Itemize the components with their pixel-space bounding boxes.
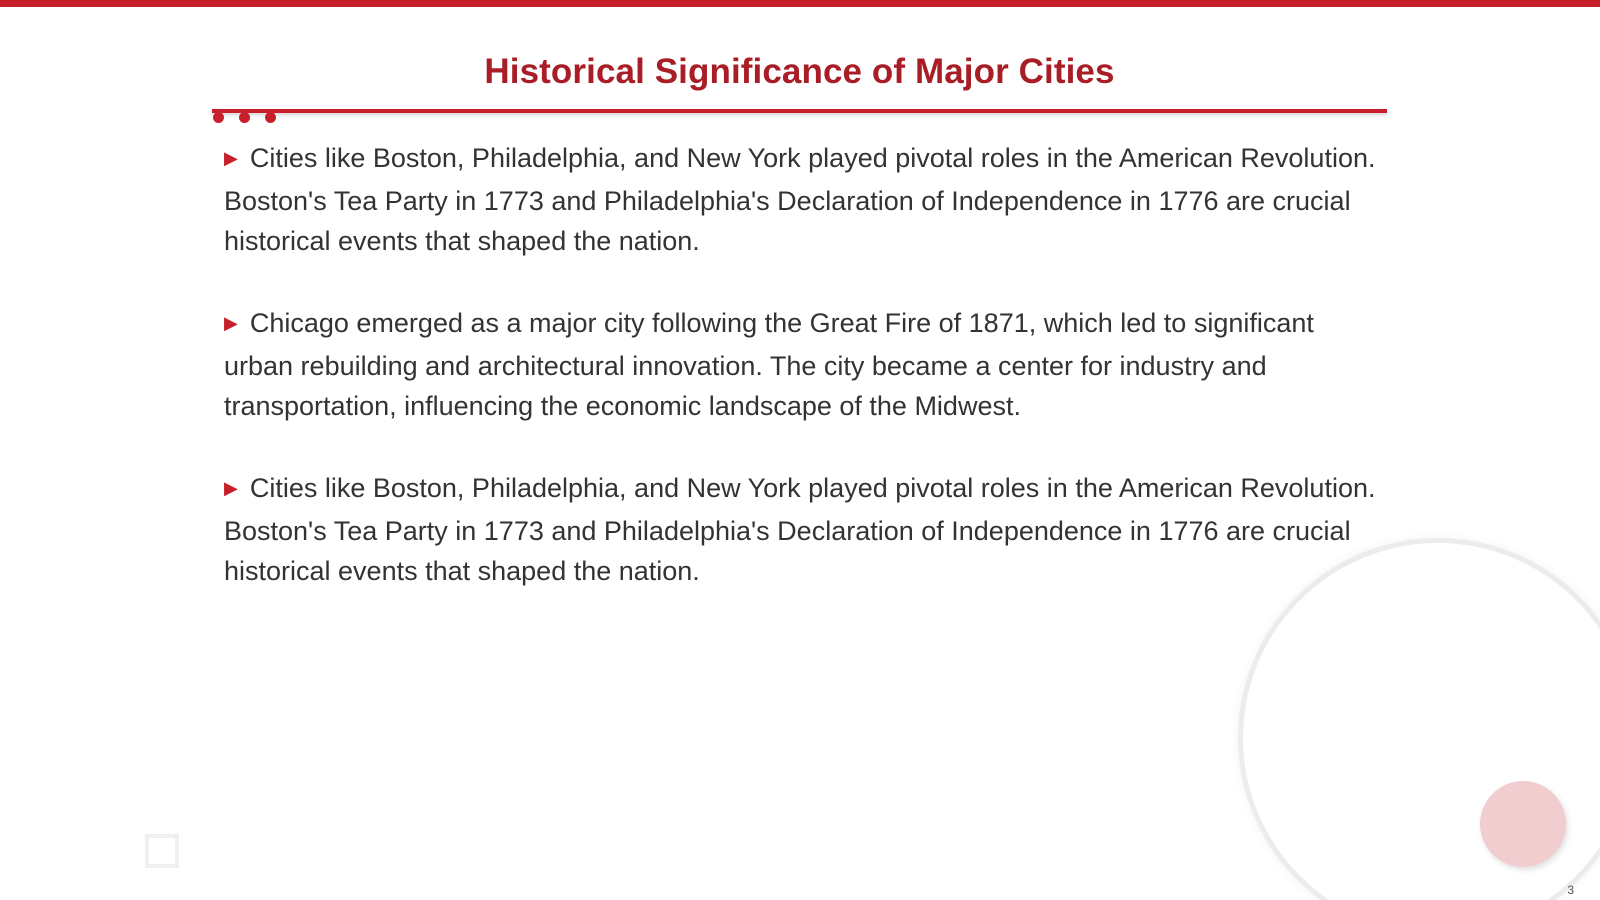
bullet-item	[224, 138, 1384, 261]
title-underline	[212, 109, 1387, 113]
page-number: 3	[1567, 883, 1574, 897]
bullet-item	[224, 468, 1384, 591]
bullet-text: Chicago emerged as a major city following the Great Fire of 1871, which led to significant urban rebuilding and architectural innovation. The city became a center for industry and transportation, influencing the economic landscape of the Midwest.	[224, 308, 1314, 421]
triangle-right-icon: ▶	[224, 478, 238, 498]
bullet-text: Cities like Boston, Philadelphia, and New York played pivotal roles in the American Revolution. Boston's Tea Party in 1773 and Philadelphia's Declaration of Independence in 1776 are crucial historical events that shaped the nation.	[224, 473, 1376, 586]
triangle-right-icon: ▶	[224, 148, 238, 168]
bullet-item	[224, 303, 1384, 426]
decorative-pink-circle	[1480, 781, 1566, 867]
bullet-list	[224, 138, 1384, 633]
decorative-dot-icon	[213, 112, 224, 123]
bullet-text: Cities like Boston, Philadelphia, and New York played pivotal roles in the American Revolution. Boston's Tea Party in 1773 and Philadelphia's Declaration of Independence in 1776 are crucial historical events that shaped the nation.	[224, 143, 1376, 256]
decorative-square	[145, 834, 179, 868]
triangle-right-icon: ▶	[224, 313, 238, 333]
decorative-dot-icon	[239, 112, 250, 123]
slide-title: Historical Significance of Major Cities	[484, 52, 1115, 91]
top-accent-bar	[0, 0, 1600, 7]
decorative-dot-icon	[265, 112, 276, 123]
